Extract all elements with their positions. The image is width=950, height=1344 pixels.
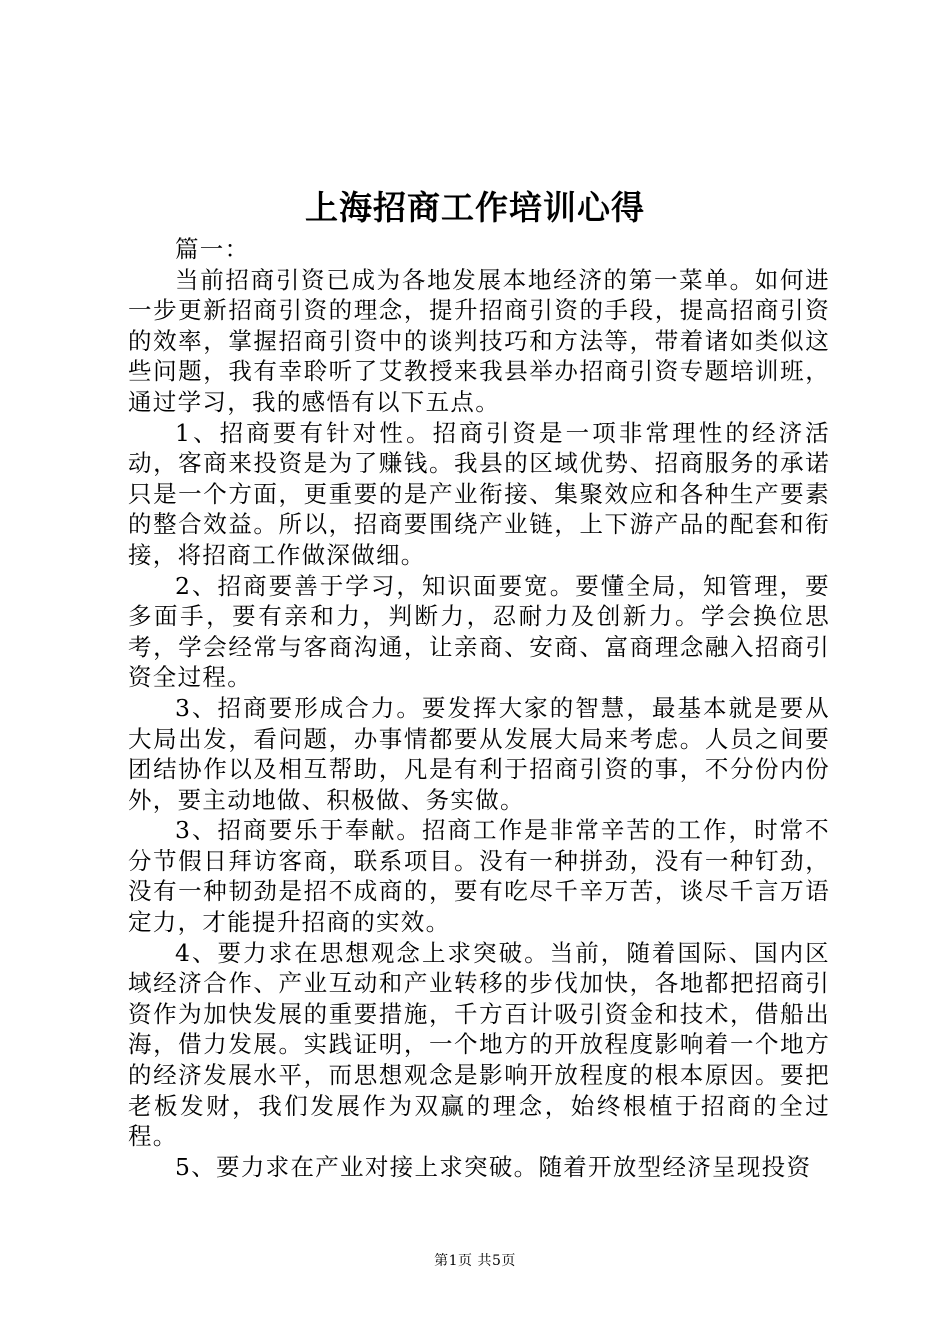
paragraph-point-2: 2、招商要善于学习，知识面要宽。要懂全局，知管理，要多面手，要有亲和力，判断力，忍耐力及创新力。学会换位思考，学会经常与客商沟通，让亲商、安商、富商理念融入招商引资全过程。	[128, 571, 830, 692]
paragraph-point-3b: 3、招商要乐于奉献。招商工作是非常辛苦的工作，时常不分节假日拜访客商，联系项目。没有一种拼劲，没有一种钉劲，没有一种韧劲是招不成商的，要有吃尽千辛万苦，谈尽千言万语定力，才能提升招商的实效。	[128, 816, 830, 937]
paragraph-point-4: 4、要力求在思想观念上求突破。当前，随着国际、国内区域经济合作、产业互动和产业转移的步伐加快，各地都把招商引资作为加快发展的重要措施，千方百计吸引资金和技术，借船出海，借力发展。实践证明，一个地方的开放程度影响着一个地方的经济发展水平，而思想观念是影响开放程度的根本原因。要把老板发财，我们发展作为双赢的理念，始终根植于招商的全过程。	[128, 938, 830, 1151]
page-number-footer: 第1页 共5页	[434, 1253, 516, 1269]
paragraph-point-5: 5、要力求在产业对接上求突破。随着开放型经济呈现投资	[175, 1152, 812, 1181]
paragraph-intro: 当前招商引资已成为各地发展本地经济的第一菜单。如何进一步更新招商引资的理念，提升招商引资的手段，提高招商引资的效率，掌握招商引资中的谈判技巧和方法等，带着诸如类似这些问题，我有幸聆听了艾教授来我县举办招商引资专题培训班，通过学习，我的感悟有以下五点。	[128, 265, 830, 416]
paragraph-point-1: 1、招商要有针对性。招商引资是一项非常理性的经济活动，客商来投资是为了赚钱。我县的区域优势、招商服务的承诺只是一个方面，更重要的是产业衔接、集聚效应和各种生产要素的整合效益。所以，招商要围绕产业链，上下游产品的配套和衔接，将招商工作做深做细。	[128, 418, 830, 569]
document-title: 上海招商工作培训心得	[305, 188, 645, 227]
document-body	[128, 234, 830, 1182]
paragraph-point-3a: 3、招商要形成合力。要发挥大家的智慧，最基本就是要从大局出发，看问题，办事情都要从发展大局来考虑。人员之间要团结协作以及相互帮助，凡是有利于招商引资的事，不分份内份外，要主动地做、积极做、务实做。	[128, 693, 830, 814]
section-label: 篇一：	[175, 235, 250, 263]
